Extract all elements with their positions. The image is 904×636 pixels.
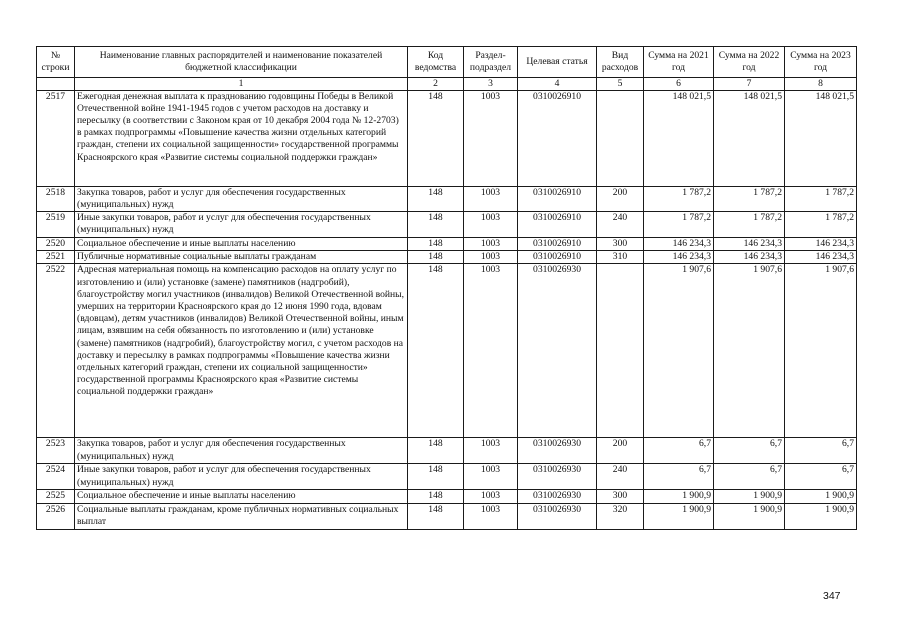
row-section: 1003 <box>464 90 518 186</box>
header-row-number: № строки <box>37 47 75 78</box>
header-amount-2022: Сумма на 2022 год <box>714 47 785 78</box>
row-name: Адресная материальная помощь на компенсацию расходов на оплату услуг по изготовлению и (или) установке (замене) памятников (надгробий), благоустройству могил участников (инвалидов) Великой Отечественной войны, умерших на территории Красноярского края до 12 июня 1990 года, вдовам (вдовцам), детям участников (инвалидов) Великой Отечественной войны, иным лицам, взявшим на себя обязанность по изготовлению и (или) установке (замене) памятников (надгробий), благоустройству могил, с учетом расходов на доставку и пересылку в рамках подпрограммы «Повышение качества жизни отдельных категорий граждан, степени их социальной защищенности» государственной программы Красноярского края «Развитие системы социальной поддержки граждан» <box>75 264 408 438</box>
row-name: Социальное обеспечение и иные выплаты населению <box>75 490 408 503</box>
row-section: 1003 <box>464 237 518 250</box>
table-row <box>37 211 857 237</box>
row-target-article: 0310026930 <box>518 503 597 529</box>
row-amount-2023: 1 787,2 <box>785 211 857 237</box>
row-amount-2023: 1 787,2 <box>785 186 857 211</box>
row-number: 2520 <box>37 237 75 250</box>
row-target-article: 0310026930 <box>518 490 597 503</box>
page-number: 347 <box>823 590 841 602</box>
row-amount-2023: 146 234,3 <box>785 251 857 264</box>
row-expense-type: 300 <box>597 237 644 250</box>
row-expense-type: 240 <box>597 464 644 490</box>
row-amount-2021: 6,7 <box>644 464 714 490</box>
table-row <box>37 503 857 529</box>
header-dept-code: Код ведомства <box>408 47 464 78</box>
row-dept-code: 148 <box>408 438 464 464</box>
row-expense-type <box>597 264 644 438</box>
header-target-article: Целевая статья <box>518 47 597 78</box>
row-amount-2023: 6,7 <box>785 438 857 464</box>
row-dept-code: 148 <box>408 503 464 529</box>
row-target-article: 0310026910 <box>518 251 597 264</box>
row-amount-2021: 1 787,2 <box>644 186 714 211</box>
column-number: 4 <box>518 78 597 91</box>
row-name: Социальное обеспечение и иные выплаты населению <box>75 237 408 250</box>
row-expense-type: 200 <box>597 186 644 211</box>
row-section: 1003 <box>464 438 518 464</box>
row-number: 2524 <box>37 464 75 490</box>
column-numbers-row <box>37 78 857 91</box>
row-amount-2022: 146 234,3 <box>714 251 785 264</box>
row-amount-2021: 6,7 <box>644 438 714 464</box>
row-section: 1003 <box>464 264 518 438</box>
row-expense-type: 240 <box>597 211 644 237</box>
column-number <box>37 78 75 91</box>
row-number: 2522 <box>37 264 75 438</box>
header-expense-type: Вид расходов <box>597 47 644 78</box>
row-amount-2022: 6,7 <box>714 464 785 490</box>
row-name: Закупка товаров, работ и услуг для обеспечения государственных (муниципальных) нужд <box>75 186 408 211</box>
table-row <box>37 490 857 503</box>
column-number: 5 <box>597 78 644 91</box>
row-amount-2023: 1 900,9 <box>785 503 857 529</box>
column-number: 7 <box>714 78 785 91</box>
row-name: Закупка товаров, работ и услуг для обеспечения государственных (муниципальных) нужд <box>75 438 408 464</box>
row-number: 2521 <box>37 251 75 264</box>
row-dept-code: 148 <box>408 251 464 264</box>
row-section: 1003 <box>464 186 518 211</box>
budget-table <box>36 46 857 530</box>
row-target-article: 0310026930 <box>518 264 597 438</box>
row-dept-code: 148 <box>408 490 464 503</box>
row-number: 2519 <box>37 211 75 237</box>
row-amount-2023: 6,7 <box>785 464 857 490</box>
row-expense-type <box>597 90 644 186</box>
row-section: 1003 <box>464 211 518 237</box>
row-number: 2518 <box>37 186 75 211</box>
header-amount-2021: Сумма на 2021 год <box>644 47 714 78</box>
row-dept-code: 148 <box>408 211 464 237</box>
row-dept-code: 148 <box>408 464 464 490</box>
row-number: 2526 <box>37 503 75 529</box>
header-section: Раздел-подраздел <box>464 47 518 78</box>
row-amount-2022: 1 787,2 <box>714 186 785 211</box>
row-amount-2022: 1 787,2 <box>714 211 785 237</box>
table-row <box>37 251 857 264</box>
row-name: Иные закупки товаров, работ и услуг для обеспечения государственных (муниципальных) нужд <box>75 464 408 490</box>
column-number: 2 <box>408 78 464 91</box>
table-row <box>37 464 857 490</box>
row-amount-2023: 1 907,6 <box>785 264 857 438</box>
row-amount-2021: 146 234,3 <box>644 251 714 264</box>
row-name: Социальные выплаты гражданам, кроме публичных нормативных социальных выплат <box>75 503 408 529</box>
row-amount-2023: 146 234,3 <box>785 237 857 250</box>
row-amount-2022: 1 900,9 <box>714 503 785 529</box>
row-target-article: 0310026930 <box>518 464 597 490</box>
row-target-article: 0310026910 <box>518 237 597 250</box>
row-dept-code: 148 <box>408 186 464 211</box>
row-amount-2023: 1 900,9 <box>785 490 857 503</box>
row-amount-2021: 1 900,9 <box>644 490 714 503</box>
row-expense-type: 200 <box>597 438 644 464</box>
row-amount-2022: 1 900,9 <box>714 490 785 503</box>
row-amount-2022: 1 907,6 <box>714 264 785 438</box>
column-number: 8 <box>785 78 857 91</box>
row-target-article: 0310026910 <box>518 211 597 237</box>
column-number: 3 <box>464 78 518 91</box>
table-row <box>37 264 857 438</box>
column-number: 1 <box>75 78 408 91</box>
row-target-article: 0310026930 <box>518 438 597 464</box>
row-number: 2523 <box>37 438 75 464</box>
row-name: Ежегодная денежная выплата к празднованию годовщины Победы в Великой Отечественной войне 1941-1945 годов с учетом расходов на доставку и пересылку (в соответствии с Законом края от 10 декабря 2004 года № 12-2703) в рамках подпрограммы «Повышение качества жизни отдельных категорий граждан, степени их социальной защищенности» государственной программы Красноярского края «Развитие системы социальной поддержки граждан» <box>75 90 408 186</box>
table-header <box>37 47 857 91</box>
row-target-article: 0310026910 <box>518 90 597 186</box>
table-row <box>37 237 857 250</box>
row-amount-2022: 148 021,5 <box>714 90 785 186</box>
row-amount-2021: 1 900,9 <box>644 503 714 529</box>
row-amount-2022: 146 234,3 <box>714 237 785 250</box>
row-amount-2022: 6,7 <box>714 438 785 464</box>
row-dept-code: 148 <box>408 90 464 186</box>
row-expense-type: 320 <box>597 503 644 529</box>
row-expense-type: 300 <box>597 490 644 503</box>
row-amount-2023: 148 021,5 <box>785 90 857 186</box>
row-section: 1003 <box>464 503 518 529</box>
row-amount-2021: 1 907,6 <box>644 264 714 438</box>
row-expense-type: 310 <box>597 251 644 264</box>
row-amount-2021: 148 021,5 <box>644 90 714 186</box>
row-name: Публичные нормативные социальные выплаты гражданам <box>75 251 408 264</box>
header-amount-2023: Сумма на 2023 год <box>785 47 857 78</box>
table-row <box>37 438 857 464</box>
row-section: 1003 <box>464 464 518 490</box>
row-name: Иные закупки товаров, работ и услуг для обеспечения государственных (муниципальных) нужд <box>75 211 408 237</box>
row-amount-2021: 146 234,3 <box>644 237 714 250</box>
row-dept-code: 148 <box>408 237 464 250</box>
row-dept-code: 148 <box>408 264 464 438</box>
table-row <box>37 186 857 211</box>
row-target-article: 0310026910 <box>518 186 597 211</box>
column-number: 6 <box>644 78 714 91</box>
table-body <box>37 90 857 529</box>
row-amount-2021: 1 787,2 <box>644 211 714 237</box>
row-number: 2517 <box>37 90 75 186</box>
header-name: Наименование главных распорядителей и наименование показателей бюджетной классификации <box>75 47 408 78</box>
table-row <box>37 90 857 186</box>
row-number: 2525 <box>37 490 75 503</box>
row-section: 1003 <box>464 490 518 503</box>
row-section: 1003 <box>464 251 518 264</box>
